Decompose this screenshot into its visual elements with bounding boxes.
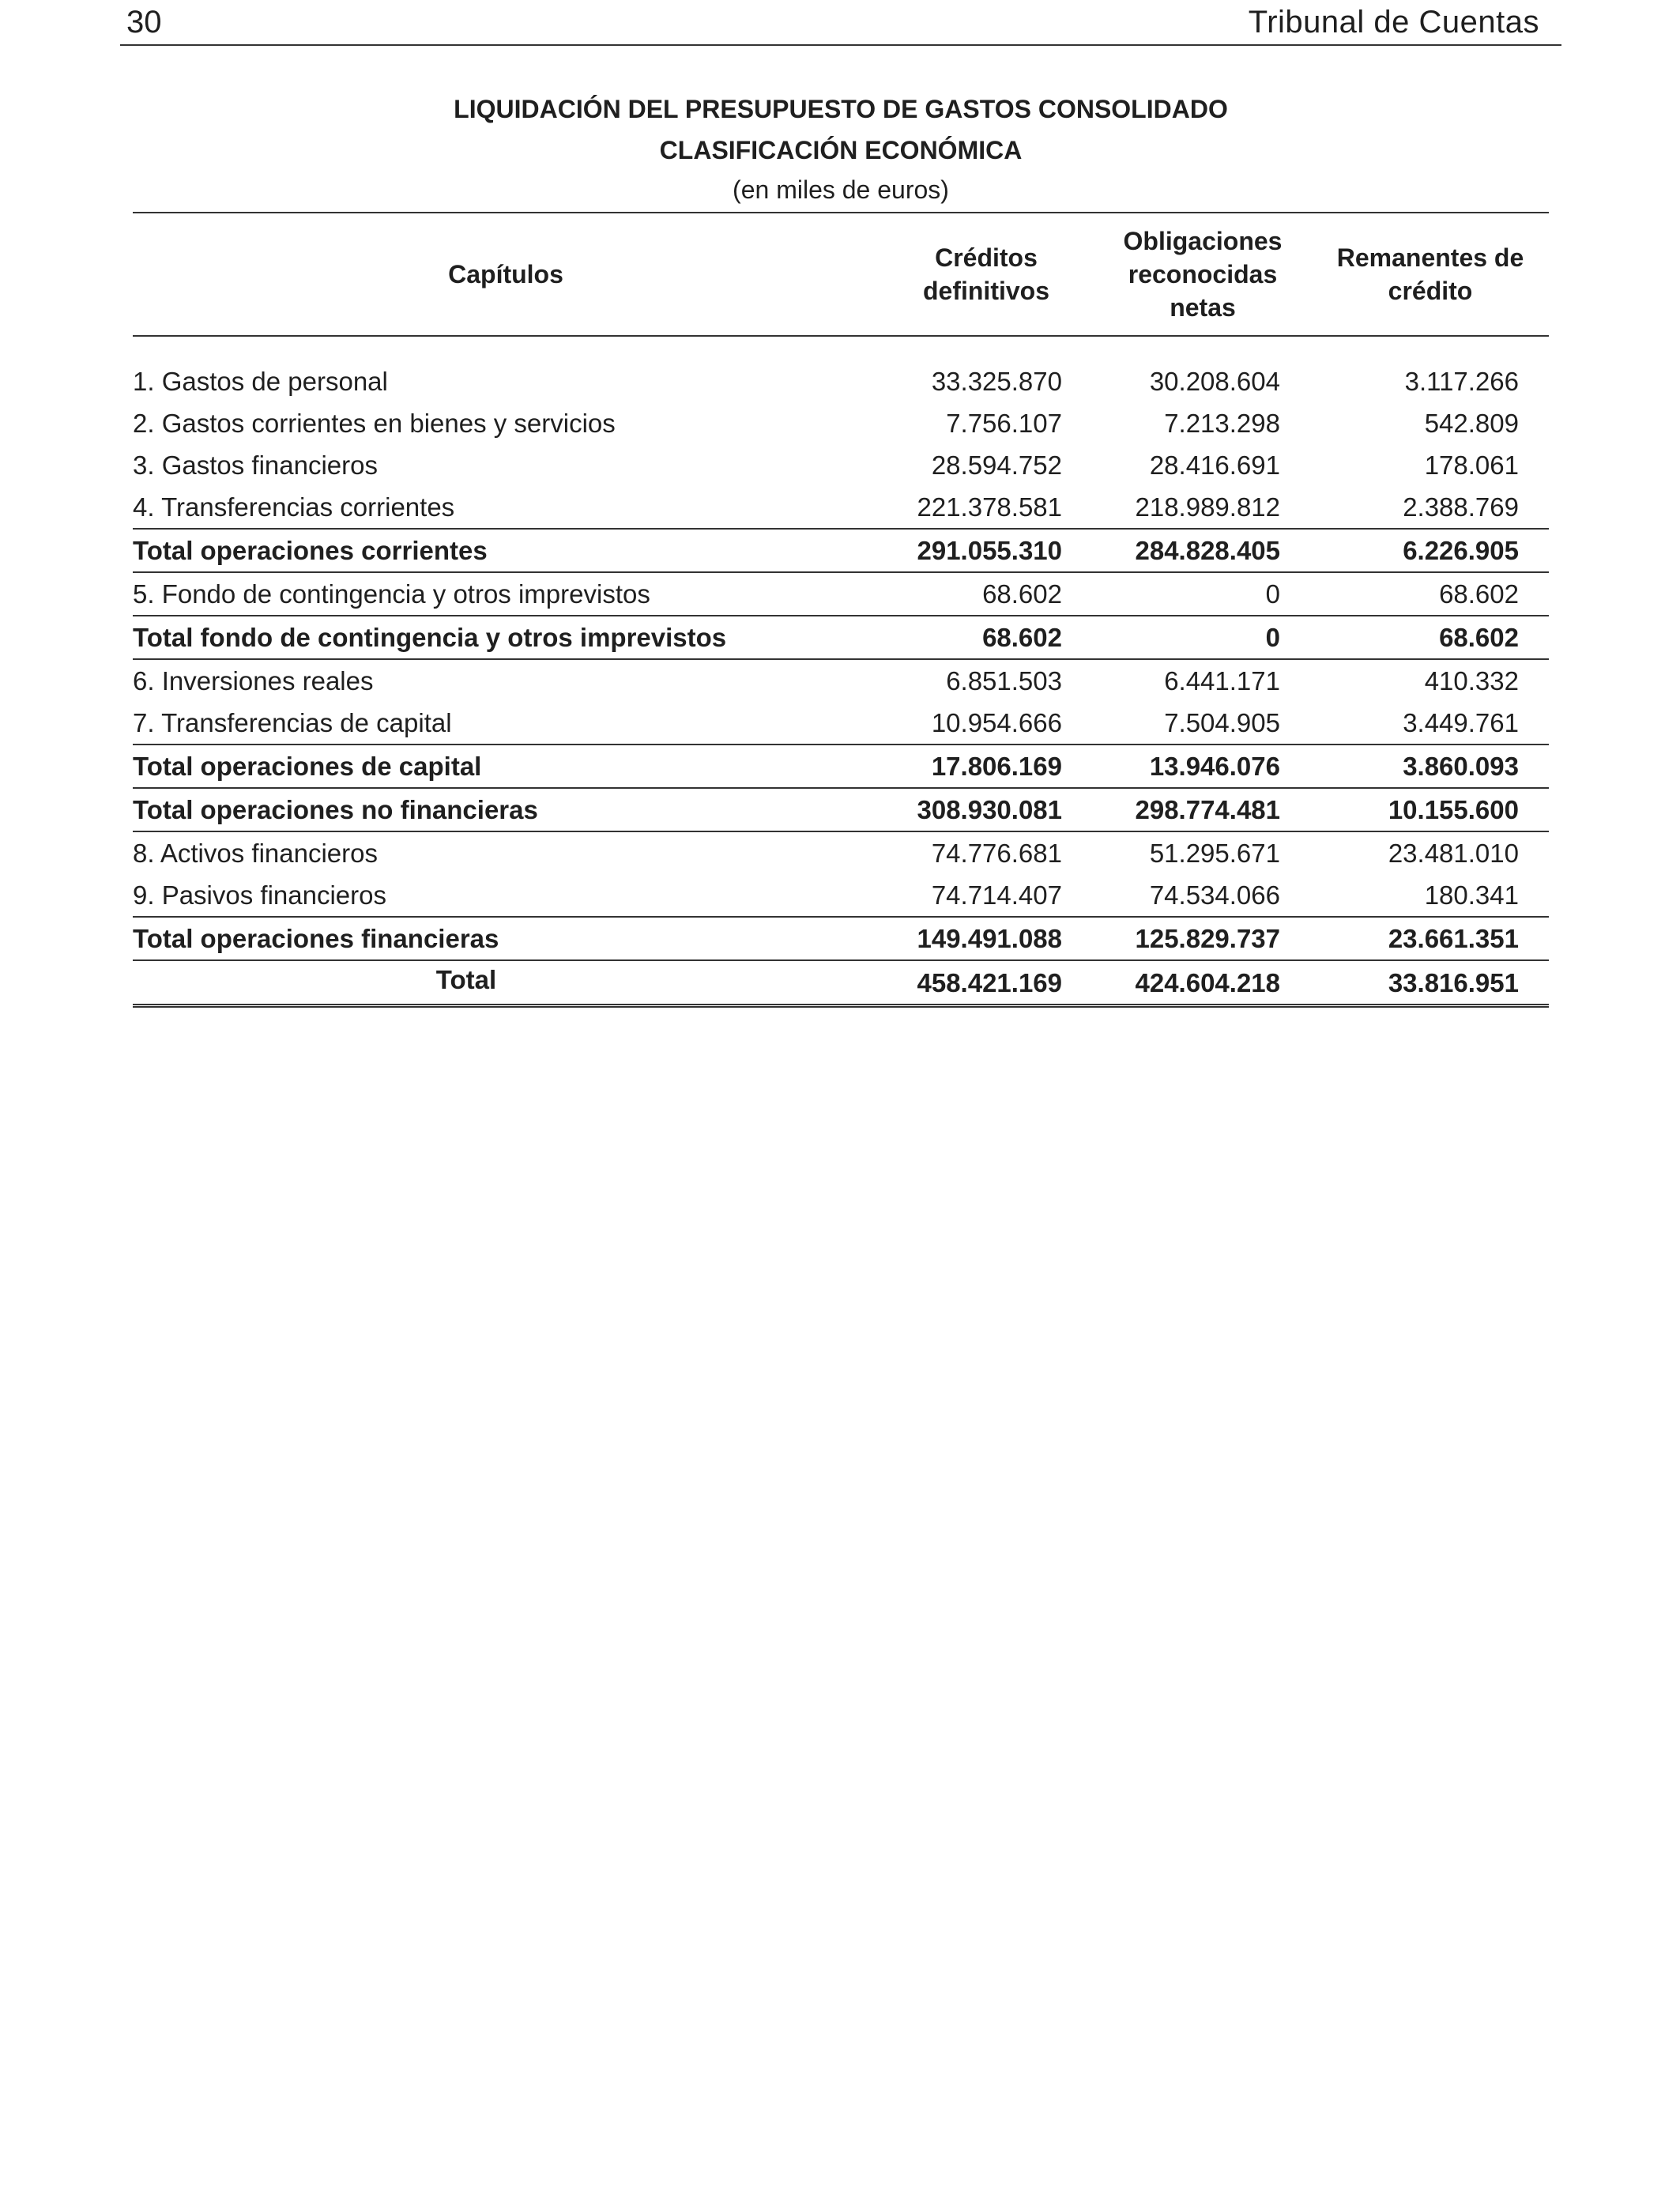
table-row	[133, 360, 1549, 402]
row-label: 1. Gastos de personal	[133, 367, 388, 396]
column-header-line: crédito	[1388, 277, 1473, 305]
obligaciones-reconocidas-cell: 218.989.812	[1135, 492, 1280, 522]
column-header-line: Obligaciones	[1123, 227, 1283, 255]
remanentes-credito-cell: 6.226.905	[1312, 529, 1549, 572]
total-label: Total operaciones de capital	[133, 745, 879, 788]
table-units: (en miles de euros)	[733, 175, 949, 204]
table-subtitle: CLASIFICACIÓN ECONÓMICA	[659, 136, 1023, 164]
table-row	[133, 659, 1549, 702]
row-label: 4. Transferencias corrientes	[133, 492, 455, 522]
obligaciones-reconocidas-cell: 74.534.066	[1149, 880, 1280, 910]
table-row	[133, 402, 1549, 444]
remanentes-credito-total: 33.816.951	[1312, 960, 1549, 1006]
remanentes-credito-cell: 23.481.010	[1388, 839, 1519, 868]
remanentes-credito-cell: 23.661.351	[1312, 917, 1549, 960]
creditos-definitivos-cell: 221.378.581	[917, 492, 1062, 522]
row-label: 8. Activos financieros	[133, 839, 378, 868]
table-row	[133, 831, 1549, 874]
obligaciones-reconocidas-cell: 284.828.405	[1094, 529, 1312, 572]
grand-total-row	[133, 960, 1549, 1006]
table-titles	[133, 89, 1549, 209]
creditos-definitivos-cell: 74.776.681	[931, 839, 1062, 868]
obligaciones-reconocidas-cell: 30.208.604	[1149, 367, 1280, 396]
column-header-creditos	[879, 213, 1094, 336]
creditos-definitivos-total: 458.421.169	[879, 960, 1094, 1006]
obligaciones-reconocidas-cell: 0	[1094, 616, 1312, 659]
creditos-definitivos-cell: 33.325.870	[931, 367, 1062, 396]
row-label: 3. Gastos financieros	[133, 450, 378, 480]
remanentes-credito-cell: 542.809	[1424, 409, 1519, 438]
remanentes-credito-cell: 180.341	[1424, 880, 1519, 910]
remanentes-credito-cell: 178.061	[1424, 450, 1519, 480]
column-header-obligaciones	[1094, 213, 1312, 336]
obligaciones-reconocidas-cell: 7.504.905	[1164, 708, 1280, 737]
obligaciones-reconocidas-cell: 6.441.171	[1164, 666, 1280, 696]
column-header-remanentes	[1312, 213, 1549, 336]
creditos-definitivos-cell: 17.806.169	[879, 745, 1094, 788]
obligaciones-reconocidas-cell: 51.295.671	[1149, 839, 1280, 868]
remanentes-credito-cell: 2.388.769	[1403, 492, 1519, 522]
obligaciones-reconocidas-cell: 7.213.298	[1164, 409, 1280, 438]
column-header-capitulos	[133, 213, 879, 336]
creditos-definitivos-cell: 6.851.503	[946, 666, 1062, 696]
total-label: Total fondo de contingencia y otros imprevistos	[133, 616, 879, 659]
budget-table-container	[133, 212, 1549, 1008]
table-total-row	[133, 917, 1549, 960]
creditos-definitivos-cell: 68.602	[879, 616, 1094, 659]
remanentes-credito-cell: 68.602	[1439, 579, 1519, 609]
table-total-row	[133, 616, 1549, 659]
remanentes-credito-cell: 10.155.600	[1312, 788, 1549, 831]
creditos-definitivos-cell: 291.055.310	[879, 529, 1094, 572]
row-label: 5. Fondo de contingencia y otros imprevistos	[133, 579, 650, 609]
budget-table	[133, 212, 1549, 1008]
total-label: Total operaciones corrientes	[133, 529, 879, 572]
remanentes-credito-cell: 68.602	[1312, 616, 1549, 659]
obligaciones-reconocidas-cell: 28.416.691	[1149, 450, 1280, 480]
total-label: Total operaciones financieras	[133, 917, 879, 960]
row-label: 2. Gastos corrientes en bienes y servicios	[133, 409, 616, 438]
page-header	[120, 0, 1561, 46]
table-row	[133, 874, 1549, 917]
row-label: 7. Transferencias de capital	[133, 708, 452, 737]
table-total-row	[133, 529, 1549, 572]
table-row	[133, 702, 1549, 745]
remanentes-credito-cell: 410.332	[1424, 666, 1519, 696]
creditos-definitivos-cell: 7.756.107	[946, 409, 1062, 438]
grand-total-label: Total	[133, 960, 879, 1006]
creditos-definitivos-cell: 10.954.666	[931, 708, 1062, 737]
table-row	[133, 444, 1549, 486]
remanentes-credito-cell: 3.449.761	[1403, 708, 1519, 737]
row-label: 9. Pasivos financieros	[133, 880, 386, 910]
column-header-line: Créditos	[935, 243, 1038, 272]
column-header-line: Remanentes de	[1336, 243, 1524, 272]
table-total-row	[133, 788, 1549, 831]
creditos-definitivos-cell: 149.491.088	[879, 917, 1094, 960]
running-head: Tribunal de Cuentas	[1248, 5, 1539, 40]
remanentes-credito-cell: 3.117.266	[1404, 367, 1519, 396]
table-total-row	[133, 745, 1549, 788]
table-row	[133, 486, 1549, 529]
obligaciones-reconocidas-cell: 298.774.481	[1094, 788, 1312, 831]
obligaciones-reconocidas-cell: 125.829.737	[1094, 917, 1312, 960]
column-header-line: definitivos	[922, 277, 1049, 305]
column-header-line: Capítulos	[448, 260, 563, 288]
creditos-definitivos-cell: 308.930.081	[879, 788, 1094, 831]
creditos-definitivos-cell: 68.602	[982, 579, 1062, 609]
total-label: Total operaciones no financieras	[133, 788, 879, 831]
creditos-definitivos-cell: 74.714.407	[931, 880, 1062, 910]
obligaciones-reconocidas-cell: 13.946.076	[1094, 745, 1312, 788]
table-row	[133, 572, 1549, 616]
obligaciones-reconocidas-cell: 0	[1265, 579, 1280, 609]
row-label: 6. Inversiones reales	[133, 666, 374, 696]
table-spacer-row	[133, 336, 1549, 360]
remanentes-credito-cell: 3.860.093	[1312, 745, 1549, 788]
table-title: LIQUIDACIÓN DEL PRESUPUESTO DE GASTOS CONSOLIDADO	[454, 95, 1228, 123]
page-number: 30	[126, 5, 162, 40]
column-header-line: reconocidas netas	[1128, 260, 1278, 322]
obligaciones-reconocidas-total: 424.604.218	[1094, 960, 1312, 1006]
table-body	[133, 336, 1549, 1006]
table-header-row	[133, 213, 1549, 336]
creditos-definitivos-cell: 28.594.752	[931, 450, 1062, 480]
